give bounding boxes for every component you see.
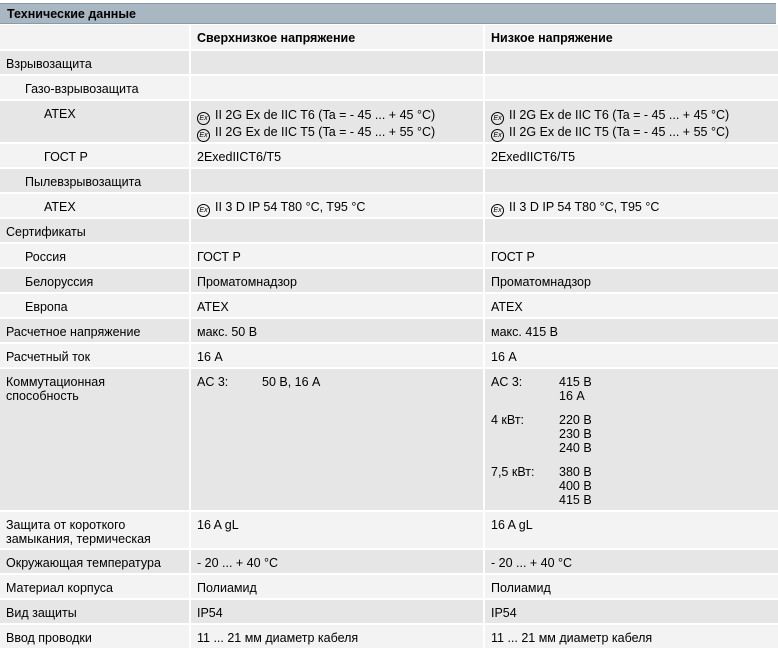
ex-mark-icon: Ex (491, 129, 504, 142)
tech-data-table (0, 25, 778, 650)
table-row: Коммутационная способность AC 3: 50 В, 16 А AC 3: 415 В 16 А 4 кВт: 220 В 230 В 240 В 7,5 кВт: 380 В 400 В 415 В (0, 368, 778, 511)
ex-mark-icon: Ex (491, 112, 504, 125)
table-row: Белоруссия Проматомнадзор Проматомнадзор (0, 268, 778, 293)
table-row (0, 50, 778, 75)
row-label-explosion: Взрывозащита (6, 57, 92, 71)
column-header-extra-low-voltage: Сверхнизкое напряжение (197, 31, 356, 45)
ex-mark-icon: Ex (197, 129, 210, 142)
table-row (0, 75, 778, 100)
section-title: Технические данные (7, 7, 136, 21)
row-label-atex: ATEX (44, 107, 76, 121)
table-row: ATEX Ex II 3 D IP 54 T80 °C, T95 °C Ex II 3 D IP 54 T80 °C, T95 °C (0, 193, 778, 218)
row-label-dust: Пылевзрывозащита (25, 175, 142, 189)
row-label-gas: Газо-взрывозащита (25, 82, 139, 96)
table-header-row (0, 25, 778, 50)
table-row (0, 218, 778, 243)
table-row: Россия ГОСТ Р ГОСТ Р (0, 243, 778, 268)
row-label-gost: ГОСТ Р (44, 150, 88, 164)
table-row: Ввод проводки 11 ... 21 мм диаметр кабеля 11 ... 21 мм диаметр кабеля (0, 624, 778, 649)
row-label-certs: Сертификаты (6, 225, 86, 239)
table-row: Европа ATEX ATEX (0, 293, 778, 318)
ex-mark-icon: Ex (491, 204, 504, 217)
table-row: Вид защиты IP54 IP54 (0, 599, 778, 624)
column-header-low-voltage: Низкое напряжение (491, 31, 613, 45)
table-row: Материал корпуса Полиамид Полиамид (0, 574, 778, 599)
ex-mark-icon: Ex (197, 112, 210, 125)
section-title-bar (0, 3, 776, 24)
table-row: Защита от короткого замыкания, термическая 16 A gL 16 A gL (0, 511, 778, 549)
table-row: Расчетный ток 16 А 16 А (0, 343, 778, 368)
table-row: Окружающая температура - 20 ... + 40 °C - 20 ... + 40 °C (0, 549, 778, 574)
table-row: Расчетное напряжение макс. 50 В макс. 415 В (0, 318, 778, 343)
ex-mark-icon: Ex (197, 204, 210, 217)
table-row (0, 168, 778, 193)
table-row: ATEX Ex II 2G Ex de IIC T6 (Ta = - 45 ... + 45 °C) Ex II 2G Ex de IIC T5 (Ta = - 45 ... + 55 °C) Ex II 2G Ex de IIC T6 (Ta = - 45 ... + 45 °C) Ex II 2G Ex de IIC T5 (Ta = - 45 ... + 55 °C) (0, 100, 778, 143)
row-label-atex-dust: ATEX (44, 200, 76, 214)
table-row: ГОСТ Р 2ExedIICT6/T5 2ExedIICT6/T5 (0, 143, 778, 168)
